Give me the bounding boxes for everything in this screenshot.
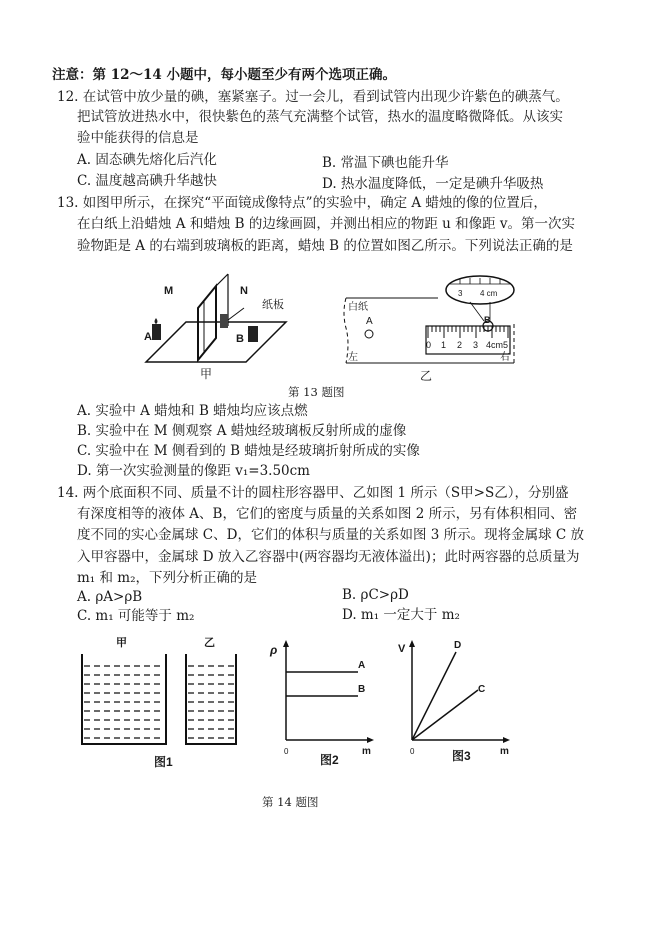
ruler-ticks: [428, 326, 508, 338]
fig3-origin: 0: [410, 747, 415, 756]
q14-option-d: D. m₁ 一定大于 m₂: [342, 607, 460, 623]
q13-stem-line-2: 在白纸上沿蜡烛 A 和蜡烛 B 的边缘画圆，并测出相应的物距 u 和像距 v。第一次实: [77, 216, 576, 232]
label-right: 右: [500, 352, 510, 363]
fig3-label-c: C: [478, 684, 486, 695]
candle-a: [152, 324, 161, 340]
q12-stem-line-1: 12. 在试管中放少量的碘，塞紧塞子。过一会儿，看到试管内出现少许紫色的碘蒸气。: [57, 89, 569, 105]
label-a: A: [144, 331, 152, 343]
q13-figure-caption: 第 13 题图: [288, 385, 345, 399]
label-container-yi: 乙: [204, 637, 215, 649]
candle-b: [248, 326, 258, 342]
ruler-label-0: 0: [426, 340, 432, 350]
fig2-caption: 图2: [320, 753, 339, 767]
ruler-label-1: 1: [441, 340, 447, 350]
fig2-label-a: A: [358, 660, 366, 671]
liquid-b-dashes: [188, 666, 234, 738]
container-yi: [186, 654, 236, 744]
q14-stem-line-5: m₁ 和 m₂，下列分析正确的是: [77, 570, 258, 586]
fig3-x-label: m: [500, 746, 509, 757]
candle-a-flame: [155, 318, 158, 324]
q13-option-a: A. 实验中 A 蜡烛和 B 蜡烛均应该点燃: [77, 403, 308, 419]
q14-figure-1: [74, 632, 256, 782]
q14-figure-2: [266, 636, 378, 782]
q12-option-a: A. 固态碘先熔化后汽化: [77, 152, 217, 168]
liquid-a-dashes: [84, 666, 164, 738]
q12-stem-line-3: 验中能获得的信息是: [77, 130, 199, 146]
fig2-origin: 0: [284, 747, 289, 756]
q13-stem-line-3: 验物距是 A 的右端到玻璃板的距离，蜡烛 B 的位置如图乙所示。下列说法正确的是: [77, 238, 573, 254]
q12-option-b: B. 常温下碘也能升华: [322, 155, 449, 171]
fig2-x-label: m: [362, 746, 371, 757]
q13-option-b: B. 实验中在 M 侧观察 A 蜡烛经玻璃板反射所成的虚像: [77, 423, 407, 439]
glass-plate: [198, 286, 216, 360]
label-b: B: [236, 333, 244, 345]
fig1-caption: 图1: [154, 755, 173, 769]
fig2-y-label: ρ: [270, 643, 278, 657]
fig2-label-b: B: [358, 684, 366, 695]
q14-option-a: A. ρA>ρB: [77, 589, 143, 605]
fig3-line-c: [412, 690, 478, 740]
board-pointer: [228, 308, 244, 320]
fig3-label-d: D: [454, 640, 462, 651]
q14-stem-line-2: 有深度相等的液体 A、B，它们的密度与质量的关系如图 2 所示，另有体积相同、密: [77, 506, 578, 522]
fig3-line-d: [412, 652, 456, 740]
label-yi: 乙: [420, 369, 433, 383]
label-container-jia: 甲: [116, 637, 127, 649]
label-m: M: [164, 285, 174, 297]
q13-figure-jia: [124, 268, 294, 386]
ruler-label-2: 2: [457, 340, 463, 350]
fig3-caption: 图3: [452, 749, 471, 763]
label-paper: 白纸: [348, 302, 368, 313]
circle-a: [365, 330, 373, 338]
q13-option-c: C. 实验中在 M 侧看到的 B 蜡烛是经玻璃折射所成的实像: [77, 443, 420, 459]
candle-image: [220, 314, 228, 328]
label-n: N: [240, 285, 248, 297]
label-board: 纸板: [262, 299, 284, 311]
q13-stem-line-1: 13. 如图甲所示，在探究“平面镜成像特点”的实验中，确定 A 蜡烛的像的位置后，: [57, 195, 547, 211]
label-left: 左: [348, 352, 358, 363]
magnifier-label-4cm: 4 cm: [480, 289, 498, 298]
ruler-label-4cm5: 4cm5: [486, 340, 509, 350]
q14-figure-3: [394, 636, 514, 782]
q13-option-d: D. 第一次实验测量的像距 v₁=3.50cm: [77, 463, 310, 479]
label-a2: A: [366, 316, 373, 327]
q14-figure-caption: 第 14 题图: [262, 795, 319, 809]
q14-option-b: B. ρC>ρD: [342, 587, 409, 603]
q12-option-c: C. 温度越高碘升华越快: [77, 173, 217, 189]
ruler-label-3: 3: [473, 340, 479, 350]
fig3-y-label: V: [398, 643, 406, 655]
q14-stem-line-3: 度不同的实心金属球 C、D，它们的体积与质量的关系如图 3 所示。现将金属球 C 放: [77, 527, 585, 543]
section-note: 注意：第 12～14 小题中，每小题至少有两个选项正确。: [52, 67, 396, 83]
q12-stem-line-2: 把试管放进热水中，很快紫色的蒸气充满整个试管，热水的温度略微降低。从该实: [77, 109, 563, 125]
container-jia: [82, 654, 166, 744]
magnifier-label-3: 3: [458, 289, 463, 298]
q12-option-d: D. 热水温度降低，一定是碘升华吸热: [322, 176, 544, 192]
q14-stem-line-4: 入甲容器中，金属球 D 放入乙容器中(两容器均无液体溢出)；此时两容器的总质量为: [77, 549, 580, 565]
label-jia: 甲: [200, 367, 213, 381]
label-b2: B: [484, 315, 491, 325]
q14-option-c: C. m₁ 可能等于 m₂: [77, 608, 195, 624]
q14-stem-line-1: 14. 两个底面积不同、质量不计的圆柱形容器甲、乙如图 1 所示（S甲>S乙），分别盛: [57, 485, 569, 501]
board-top: [216, 274, 228, 286]
q13-figure-yi: [338, 268, 528, 386]
magnifier-pointer-left: [470, 302, 484, 321]
